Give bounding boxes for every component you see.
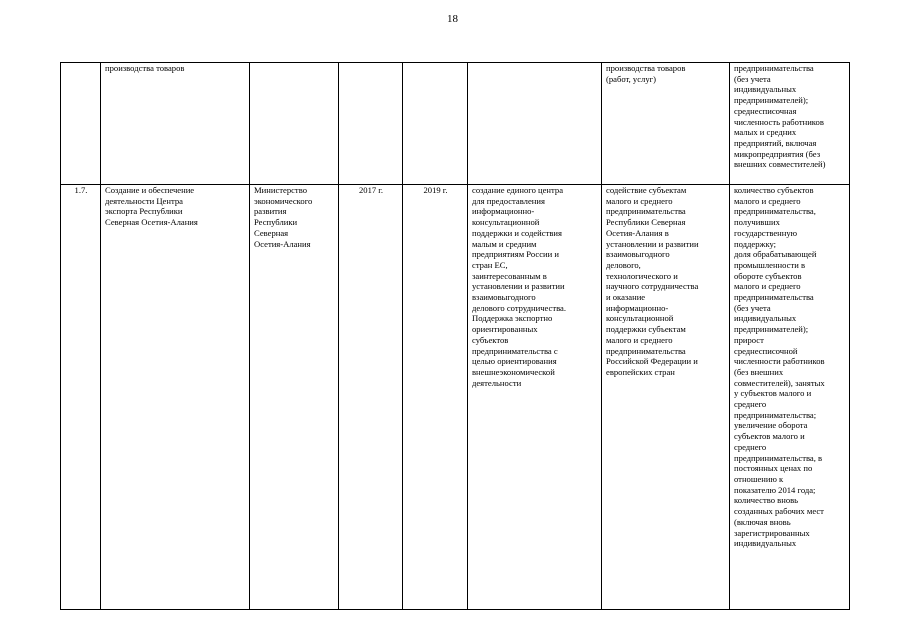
cell-text-line: обороте субъектов (734, 270, 802, 281)
cell-text-line: среднего (734, 441, 767, 452)
cell-text-line: деятельности Центра (105, 195, 183, 206)
cell-text-line: Республики (254, 217, 298, 228)
cell-text-line: малым и средним (472, 238, 537, 249)
cell-goal-link (602, 63, 730, 185)
cell-measure (101, 63, 250, 185)
page-number: 18 (447, 13, 458, 25)
cell-text-line: прирост (734, 334, 764, 345)
cell-text-line: европейских стран (606, 366, 675, 377)
cell-indicator (730, 185, 850, 610)
cell-text-line: экономического (254, 195, 313, 206)
cell-text-line: деятельности (472, 377, 522, 388)
table-row-continuation (61, 63, 850, 185)
cell-text-line: информационно- (472, 206, 535, 217)
cell-text-line: предпринимательства (606, 206, 686, 217)
cell-text-line: Осетия-Алания (254, 238, 311, 249)
cell-text-line: совместителей), занятых (734, 377, 825, 388)
cell-text-line: стран ЕС, (472, 259, 508, 270)
cell-text-line: предприятий, включая (734, 137, 817, 148)
cell-indicator (730, 63, 850, 185)
table-row-1-7 (61, 185, 850, 610)
cell-text-line: государственную (734, 227, 798, 238)
cell-text-line: предпринимательства (734, 292, 814, 303)
cell-text-line: у субъектов малого и (734, 388, 812, 399)
cell-text-line: взаимовыгодного (606, 249, 670, 260)
cell-text-line: предприятиям России и (472, 249, 559, 260)
cell-expected-result (468, 185, 602, 610)
cell-text-line: научного сотрудничества (606, 281, 699, 292)
cell-text-line: предпринимательства, в (734, 452, 823, 463)
cell-end-date: 2019 г. (403, 185, 468, 610)
cell-text-line: (работ, услуг) (606, 73, 657, 84)
cell-text-line: развития (254, 206, 287, 217)
cell-number (61, 63, 101, 185)
cell-text-line: Российской Федерации и (606, 356, 698, 367)
cell-text-line: Осетия-Алания в (606, 227, 669, 238)
cell-text-line: предпринимателей); (734, 95, 809, 106)
cell-text-line: индивидуальных (734, 313, 797, 324)
cell-text-line: среднего (734, 399, 767, 410)
cell-text-line: количество субъектов (734, 185, 814, 195)
cell-text-line: (включая вновь (734, 516, 791, 527)
cell-text-line: малого и среднего (606, 334, 673, 345)
cell-text-line: заинтересованным в (472, 270, 547, 281)
cell-text-line: предпринимательства с (472, 345, 558, 356)
cell-text-line: Северная (254, 227, 289, 238)
cell-text-line: созданных рабочих мест (734, 506, 824, 517)
cell-text-line: количество вновь (734, 495, 799, 506)
cell-text-line: получивших (734, 217, 780, 228)
cell-text-line: предпринимательства (734, 63, 814, 73)
cell-text-line: показателю 2014 года; (734, 484, 816, 495)
cell-text-line: Республики Северная (606, 217, 686, 228)
cell-text-line: предпринимателей); (734, 324, 809, 335)
cell-text-line: взаимовыгодного (472, 292, 536, 303)
cell-text-line: предпринимательства; (734, 409, 817, 420)
cell-text-line: поддержки и содействия (472, 227, 562, 238)
cell-text-line: среднесписочной (734, 345, 798, 356)
cell-text-line: промышленности в (734, 259, 806, 270)
cell-text-line: делового сотрудничества. (472, 302, 567, 313)
cell-end-date (403, 63, 468, 185)
cell-text-line: микропредприятия (без (734, 148, 821, 159)
cell-text-line: экспорта Республики (105, 206, 183, 217)
cell-text-line: установлении и развитии (472, 281, 565, 292)
cell-text-line: постоянных ценах по (734, 463, 813, 474)
cell-text-line: среднесписочная (734, 105, 797, 116)
cell-text-line: (без внешних (734, 366, 784, 377)
cell-text-line: малых и средних (734, 127, 797, 138)
cell-executor (250, 63, 339, 185)
cell-text-line: численность работников (734, 116, 824, 127)
cell-text-line: увеличение оборота (734, 420, 808, 431)
cell-text-line: субъектов (472, 334, 509, 345)
cell-text-line: установлении и развитии (606, 238, 699, 249)
cell-text-line: зарегистрированных (734, 527, 810, 538)
cell-text-line: создание единого центра (472, 185, 564, 195)
cell-measure (101, 185, 250, 610)
cell-executor (250, 185, 339, 610)
cell-expected-result (468, 63, 602, 185)
cell-text-line: малого и среднего (734, 281, 801, 292)
cell-text-line: содействие субъектам (606, 185, 687, 195)
measures-table (60, 62, 850, 610)
cell-text-line: целью ориентирования (472, 356, 557, 367)
cell-text-line: малого и среднего (606, 195, 673, 206)
cell-text-line: технологического и (606, 270, 678, 281)
cell-text-line: внешних совместителей) (734, 159, 826, 170)
cell-number: 1.7. (61, 185, 101, 610)
cell-text-line: индивидуальных (734, 84, 797, 95)
cell-start-date (339, 63, 403, 185)
cell-text-line: Создание и обеспечение (105, 185, 195, 195)
cell-text-line: для предоставления (472, 195, 545, 206)
cell-goal-link (602, 185, 730, 610)
cell-text-line: Поддержка экспортно (472, 313, 553, 324)
cell-text-line: (без учета (734, 73, 771, 84)
cell-text-line: субъектов малого и (734, 431, 805, 442)
cell-text-line: Северная Осетия-Алания (105, 217, 198, 228)
cell-text-line: производства товаров (606, 63, 686, 73)
cell-text-line: малого и среднего (734, 195, 801, 206)
cell-text-line: численности работников (734, 356, 825, 367)
cell-start-date: 2017 г. (339, 185, 403, 610)
cell-text-line: делового, (606, 259, 641, 270)
cell-text-line: и оказание (606, 292, 646, 303)
cell-text-line: консультационной (472, 217, 540, 228)
cell-text-line: информационно- (606, 302, 669, 313)
cell-text-line: отношению к (734, 473, 784, 484)
cell-text-line: предпринимательства (606, 345, 686, 356)
cell-text-line: поддержки субъектам (606, 324, 686, 335)
cell-text-line: поддержку; (734, 238, 777, 249)
cell-text-line: производства товаров (105, 63, 185, 73)
cell-text-line: консультационной (606, 313, 674, 324)
cell-text-line: (без учета (734, 302, 771, 313)
cell-text-line: внешнеэкономической (472, 366, 555, 377)
cell-text-line: доля обрабатывающей (734, 249, 817, 260)
cell-text-line: индивидуальных (734, 538, 797, 549)
cell-text-line: ориентированных (472, 324, 538, 335)
cell-text-line: Министерство (254, 185, 307, 195)
cell-text-line: предпринимательства, (734, 206, 816, 217)
